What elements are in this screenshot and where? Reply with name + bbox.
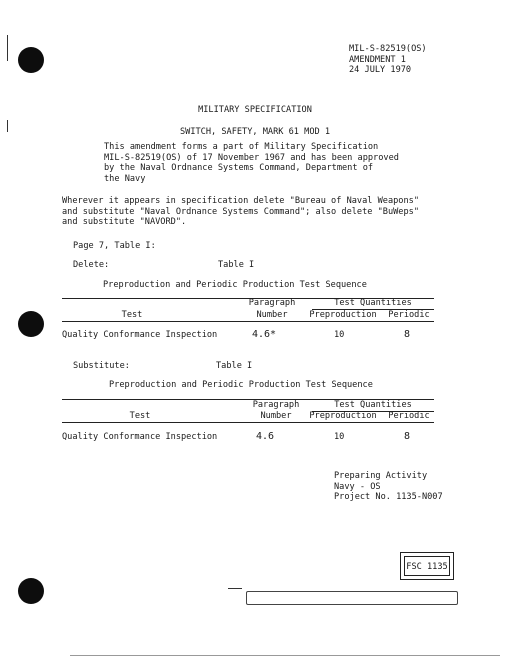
subject-title: SWITCH, SAFETY, MARK 61 MOD 1 (179, 127, 331, 137)
page-reference: Page 7, Table I: (73, 241, 156, 251)
scan-mark-bottom (70, 655, 500, 656)
instruction-paragraph (62, 196, 452, 228)
cell-paragraph: 4.6 (256, 431, 275, 442)
amendment-number: AMENDMENT 1 (349, 54, 406, 65)
col-header-periodic: Periodic (388, 310, 430, 320)
dash-mark (228, 588, 242, 589)
main-title: MILITARY SPECIFICATION (198, 105, 312, 115)
table-header-rule (62, 422, 434, 423)
table-header-rule (62, 321, 434, 322)
cell-preproduction: 10 (334, 432, 345, 442)
delete-table-name: Table I (218, 260, 255, 270)
substitute-table-name: Table I (216, 361, 253, 371)
col-header-preproduction: Preproduction (309, 411, 377, 421)
instruction-line: and substitute "NAVORD". (62, 217, 187, 228)
blank-form-outline (246, 591, 458, 605)
delete-label: Delete: (73, 260, 110, 270)
intro-line: the Navy (104, 174, 146, 185)
col-header-preproduction: Preproduction (309, 310, 377, 320)
cell-test: Quality Conformance Inspection (62, 330, 218, 340)
col-header-periodic: Periodic (388, 411, 430, 421)
intro-line: MIL-S-82519(OS) of 17 November 1967 and has been approved (104, 152, 399, 163)
cell-periodic: 8 (404, 431, 411, 442)
punch-hole-middle (18, 311, 44, 337)
punch-hole-bottom (18, 578, 44, 604)
delete-table-caption: Preproduction and Periodic Production Test Sequence (103, 280, 367, 290)
doc-number: MIL-S-82519(OS) (349, 44, 427, 54)
intro-line: This amendment forms a part of Military Specification (104, 142, 379, 152)
cell-preproduction: 10 (334, 330, 345, 340)
col-header-para-2: Number (260, 411, 292, 421)
amendment-date: 24 JULY 1970 (349, 65, 412, 76)
scan-mark-left-top (7, 35, 8, 61)
col-header-test: Test (129, 411, 151, 421)
preparing-activity (334, 471, 443, 503)
col-header-para-1: Paragraph (248, 298, 296, 308)
fsc-label: FSC 1135 (404, 556, 450, 576)
substitute-label: Substitute: (73, 361, 130, 371)
preparing-line: Project No. 1135-N007 (334, 492, 443, 503)
instruction-line: Wherever it appears in specification delete "Bureau of Naval Weapons" (62, 196, 419, 206)
intro-paragraph (104, 142, 404, 185)
col-header-para-2: Number (256, 310, 288, 320)
instruction-line: and substitute "Naval Ordnance Systems Command"; also delete "BuWeps" (62, 206, 419, 217)
cell-paragraph: 4.6* (252, 329, 277, 340)
col-header-test: Test (121, 310, 143, 320)
col-header-group: Test Quantities (334, 298, 412, 308)
document-header (349, 44, 427, 76)
intro-line: by the Naval Ordnance Systems Command, Department of (104, 163, 374, 174)
punch-hole-top (18, 47, 44, 73)
col-header-group: Test Quantities (334, 400, 412, 410)
substitute-table-caption: Preproduction and Periodic Production Test Sequence (109, 380, 373, 390)
col-header-para-1: Paragraph (252, 400, 300, 410)
cell-periodic: 8 (404, 329, 411, 340)
preparing-line: Navy - OS (334, 481, 381, 492)
fsc-box (400, 552, 454, 580)
preparing-line: Preparing Activity (334, 471, 428, 481)
cell-test: Quality Conformance Inspection (62, 432, 218, 442)
